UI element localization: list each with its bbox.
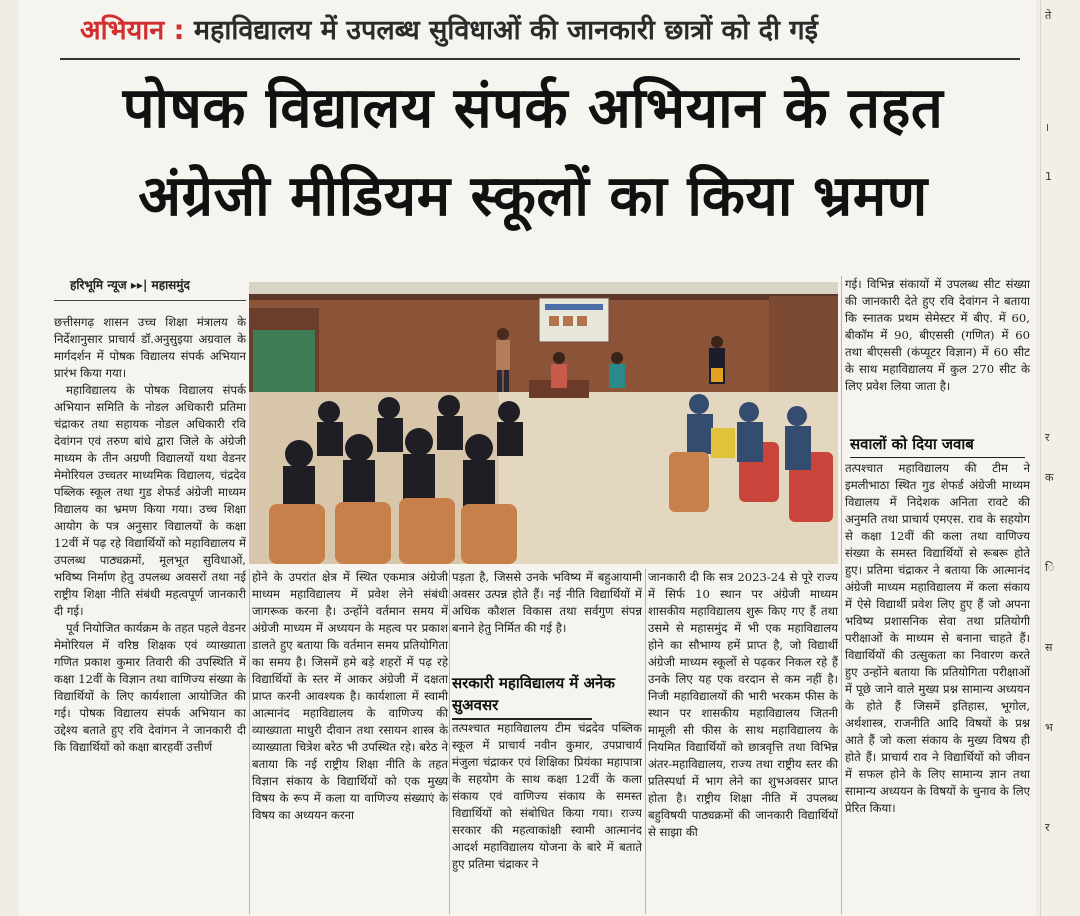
subheading-sawalon-ko-jawab: सवालों को दिया जवाब: [850, 435, 974, 453]
strapline: [80, 6, 1020, 56]
column-1-paragraph-1: छत्तीसगढ़ शासन उच्च शिक्षा मंत्रालय के निर्देशानुसार प्राचार्य डॉ.अनुसुइया अग्रवाल के मार्गदर्शन में पोषक विद्यालय संपर्क अभियान प्रारंभ किया गया।: [54, 315, 246, 380]
column-5-paragraph-1: गई। विभिन्न संकायों में उपलब्ध सीट संख्या की जानकारी देते हुए रवि देवांगन ने बताया कि स्नातक प्रथम सेमेस्टर में बीए. में 60, बीकॉम में 90, बीएससी (गणित) में 60 तथा बीएससी (कंप्यूटर विज्ञान) में 60 सीट के साथ महाविद्यालय में कुल 270 सीट के लिए प्रवेश लिया जाता है।: [845, 277, 1030, 393]
column-3-paragraph-2: तत्पश्चात महाविद्यालय टीम चंद्रदेव पब्लिक स्कूल में प्राचार्य नवीन कुमार, उपप्राचार्य मंजुला चंद्राकर एवं शिक्षिका प्रियंका महापात्रा के सहयोग के साथ कक्षा 12वीं के कला संकाय एवं वाणिज्य संकाय के समस्त विद्यार्थियों को संबोधित किया गया। राज्य सरकार की महत्वाकांक्षी स्वामी आत्मानंद आदर्श महाविद्यालय योजना के बारे में बताते हुए प्रतिमा चंद्राकर ने: [452, 721, 642, 871]
byline-place: महासमुंद: [151, 278, 190, 292]
byline: [70, 276, 245, 293]
column-divider: [645, 569, 646, 914]
edge-char: स: [1045, 641, 1053, 654]
edge-char: 1: [1045, 170, 1052, 183]
column-divider: [841, 276, 842, 914]
edge-char: भ: [1045, 721, 1053, 734]
column-divider: [449, 569, 450, 914]
subheading-rule: [850, 457, 1025, 458]
strapline-text: महाविद्यालय में उपलब्ध सुविधाओं की जानकारी छात्रों को दी गई: [193, 15, 818, 46]
strapline-rule: [60, 58, 1020, 60]
column-4-paragraph-1: जानकारी दी कि सत्र 2023-24 से पूरे राज्य में सिर्फ 10 स्थान पर अंग्रेजी माध्यम शासकीय महाविद्यालय शुरू किए गए हैं तथा उसमे से महासमुंद में भी एक महाविद्यालय होने का सौभाग्य हमें प्राप्त है, जो विद्यार्थी अंग्रेजी माध्यम स्कूलों से पढ़कर निकल रहे हैं उनके लिए यह एक वरदान से कम नहीं है। निजी महाविद्यालयों की भारी भरकम फीस के स्थान पर शासकीय महाविद्यालय जितनी मामूली सी फीस के साथ महाविद्यालय के नियमित विद्यार्थियों को छात्रवृत्ति तथा विभिन्न अंतर-महाविद्यालय, राज्य तथा राष्ट्रीय स्तर की प्रतिस्पर्धा में भाग लेने का शुभअवसर प्राप्त होता है। राष्ट्रीय शिक्षा नीति में उपलब्ध बहुविषयी पाठ्यक्रमों की जानकारी विद्यार्थियों से साझा की: [648, 570, 838, 839]
headline-line-2: अंग्रेजी मीडियम स्कूलों का किया भ्रमण: [138, 164, 928, 229]
column-5-paragraph-2: तत्पश्चात महाविद्यालय की टीम ने इमलीभाठा स्थित गुड शेफर्ड अंग्रेजी माध्यम विद्यालय में निदेशक अनिता रावटे की अनुमति तथा प्राचार्य एमएस. राव के सहयोग से कक्षा 12वीं की कला तथा वाणिज्य संख्या के समस्त विद्यार्थियों से रूबरू होते हुए। प्रतिमा चंद्राकर ने बताया कि आत्मानंद अंग्रेजी माध्यम महाविद्यालय में कला संकाय में ऐसे विद्यार्थी प्रवेश लिए हुए हैं जो अपना भविष्य प्रशासनिक सेवा तथा प्रतियोगी परीक्षाओं के माध्यम से बनाना चाहते हैं। विद्यार्थियों की उत्सुकता का निवारण करते हुए उन्होंने बताया कि प्रतियोगिता परीक्षाओं में पूछे जाने वाले मुख्य प्रश्न सामान्य अध्ययन के होते हैं जिसमें इतिहास, भूगोल, अर्थशास्त्र, राजनीति आदि विषयों के प्रश्न आते हैं जो कला संकाय के मुख्य विषय ही होते हैं। प्राचार्य राव ने विद्यार्थियों को जीवन में सफल होने के लिए सामान्य ज्ञान तथा सामान्य अध्ययन के विषयों के चुनाव के लिए प्रेरित किया।: [845, 461, 1030, 815]
article-column-5-top: [845, 276, 1030, 432]
column-divider: [249, 569, 250, 914]
article-column-3-top: [452, 569, 642, 673]
subheading-sarkari-mahavidyalaya: सरकारी महाविद्यालय में अनेक सुअवसर: [452, 674, 615, 714]
edge-char: ते: [1045, 9, 1052, 22]
news-photo: [249, 282, 838, 564]
article-column-4: [648, 569, 838, 914]
strapline-label: अभियान :: [80, 15, 185, 46]
column-1-paragraph-3: पूर्व नियोजित कार्यक्रम के तहत पहले वेडनर मेमोरियल में वरिष्ठ शिक्षक एवं व्याख्याता गणित प्रकाश कुमार तिवारी की उपस्थिति में कक्षा 12वीं के विज्ञान तथा वाणिज्य संख्या के विद्यार्थियों के लिए कार्यशाला आयोजित की गई। पोषक विद्यालय संपर्क अभियान का उद्देश्य बताते हुए रवि देवांगन ने जानकारी दी कि विद्यार्थियों को कक्षा बारहवीं उत्तीर्ण: [54, 621, 246, 754]
article-column-5-bottom: [845, 460, 1030, 914]
edge-char: र: [1045, 821, 1050, 834]
edge-char: क: [1045, 471, 1054, 484]
article-column-1: [54, 314, 246, 914]
byline-separator: ▸▸|: [130, 278, 148, 292]
headline-line-1: पोषक विद्यालय संपर्क अभियान के तहत: [122, 76, 944, 141]
byline-source: हरिभूमि न्यूज: [70, 278, 127, 292]
byline-rule: [54, 300, 246, 301]
column-3-paragraph-1: पड़ता है, जिससे उनके भविष्य में बहुआयामी अवसर उत्पन्न होते हैं। नई नीति विद्यार्थियों में अधिक कौशल विकास तथा सर्वगुण संपन्न बनाने हेतु निर्मित की गई है।: [452, 570, 642, 635]
article-column-3-bottom: [452, 720, 642, 914]
edge-char: ।: [1045, 121, 1050, 134]
edge-char: ि: [1045, 561, 1055, 574]
column-2-paragraph-1: होने के उपरांत क्षेत्र में स्थित एकमात्र अंग्रेजी माध्यम महाविद्यालय में प्रवेश लेने संबंधी जागरूक करना है। उन्होंने वर्तमान समय में अंग्रेजी माध्यम में अध्ययन के महत्व पर प्रकाश डालते हुए बताया कि वर्तमान समय प्रतियोगिता का समय है। जिसमें हमे बड़े शहरों में पढ़ रहे विद्यार्थियों के स्तर में आकर अंग्रेजी में दक्षता प्राप्त करनी आवश्यक है। कार्यशाला में स्वामी आत्मानंद महाविद्यालय के वाणिज्य की व्याख्याता माधुरी दीवान तथा रसायन शास्त्र के व्याख्याता चित्रेश बरेठ भी उपस्थित रहे। बरेठ ने बताया कि नई राष्ट्रीय शिक्षा नीति के तहत विज्ञान संकाय के विद्यार्थियों को एक मुख्य विषय के रूप में कला या वाणिज्य संख्याएं के विषय का अध्ययन करना: [252, 570, 448, 822]
article-column-2: [252, 569, 448, 914]
adjacent-page-edge: [1040, 0, 1080, 916]
column-1-paragraph-2: महाविद्यालय के पोषक विद्यालय संपर्क अभियान समिति के नोडल अधिकारी प्रतिमा चंद्राकर तथा सहायक नोडल अधिकारी रवि देवांगन एवं तरुण बांधे द्वारा जिले के अंग्रेजी माध्यम के तीन अग्रणी विद्यालयों यथा वेडनर मेमोरियल उच्चतर माध्यमिक विद्यालय, चंद्रदेव पब्लिक स्कूल तथा गुड शेफर्ड अंग्रेजी माध्यम विद्यालय का भ्रमण किया गया। उच्च शिक्षा आयोग के पत्र अनुसार विद्यालयों के कक्षा 12वीं में पढ़ रहे विद्यार्थियों को महाविद्यालय में उपलब्ध पाठ्यक्रमों, मूलभूत सुविधाओं, भविष्य निर्माण हेतु उपलब्ध अवसरों तथा नई राष्ट्रीय शिक्षा नीति संबंधी महत्वपूर्ण जानकारी दी गई।: [54, 383, 246, 618]
edge-char: र: [1045, 431, 1050, 444]
photo-illustration: [249, 282, 838, 564]
